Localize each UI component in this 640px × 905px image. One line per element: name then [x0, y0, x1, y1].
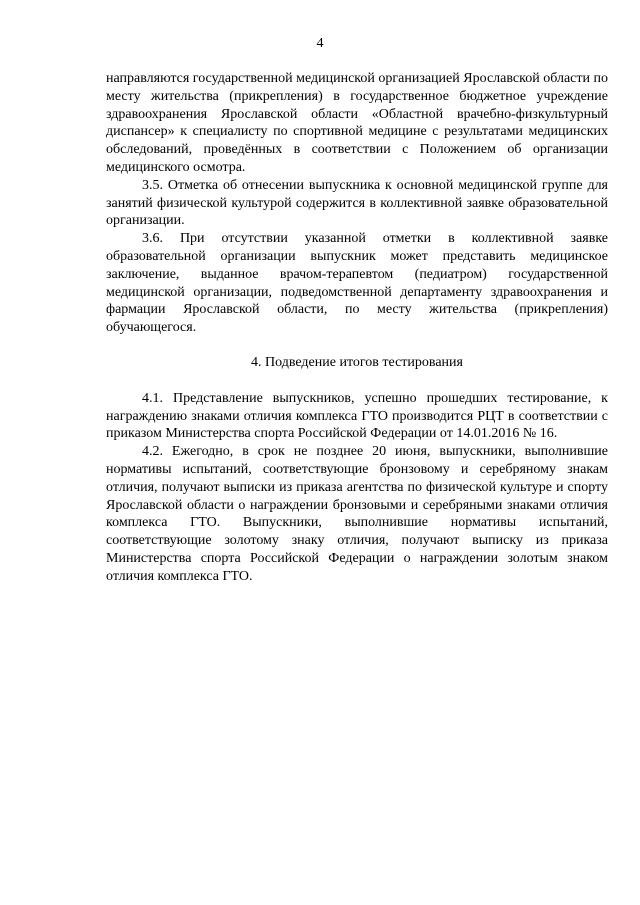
- document-body: [106, 70, 608, 586]
- paragraph-continued: направляются государственной медицинской организацией Ярославской области по месту жительства (прикрепления) в государственное бюджетное учреждение здравоохранения Ярославской области «Областной врачебно-физкультурный диспансер» к специалисту по спортивной медицине с результатами медицинских обследований, проведённых в соответствии с Положением об организации медицинского осмотра.: [106, 71, 608, 175]
- section-heading: 4. Подведение итогов тестирования: [251, 354, 463, 370]
- page-number: 4: [316, 36, 324, 51]
- paragraph-3-6: 3.6. При отсутствии указанной отметки в коллективной заявке образовательной организации выпускник может представить медицинское заключение, выданное врачом-терапевтом (педиатром) государственной медицинской организации, подведомственной департаменту здравоохранения и фармации Ярославской области, по месту жительства (прикрепления) обучающегося.: [106, 231, 608, 336]
- paragraph-4-1: 4.1. Представление выпускников, успешно прошедших тестирование, к награждению знаками отличия комплекса ГТО производится РЦТ в соответствии с приказом Министерства спорта Российской Федерации от 14.01.2016 № 16.: [106, 390, 608, 442]
- paragraph-3-5: 3.5. Отметка об отнесении выпускника к основной медицинской группе для занятий физической культурой содержится в коллективной заявке образовательной организации.: [106, 177, 608, 229]
- paragraph-4-2: 4.2. Ежегодно, в срок не позднее 20 июня, выпускники, выполнившие нормативы испытаний, соответствующие бронзовому и серебряному знакам отличия, получают выписки из приказа агентства по физической культуре и спорту Ярославской области о награждении бронзовыми и серебряными знаками отличия комплекса ГТО. Выпускники, выполнившие нормативы испытаний, соответствующие золотому знаку отличия, получают выписку из приказа Министерства спорта Российской Федерации о награждении золотым знаком отличия комплекса ГТО.: [106, 444, 608, 584]
